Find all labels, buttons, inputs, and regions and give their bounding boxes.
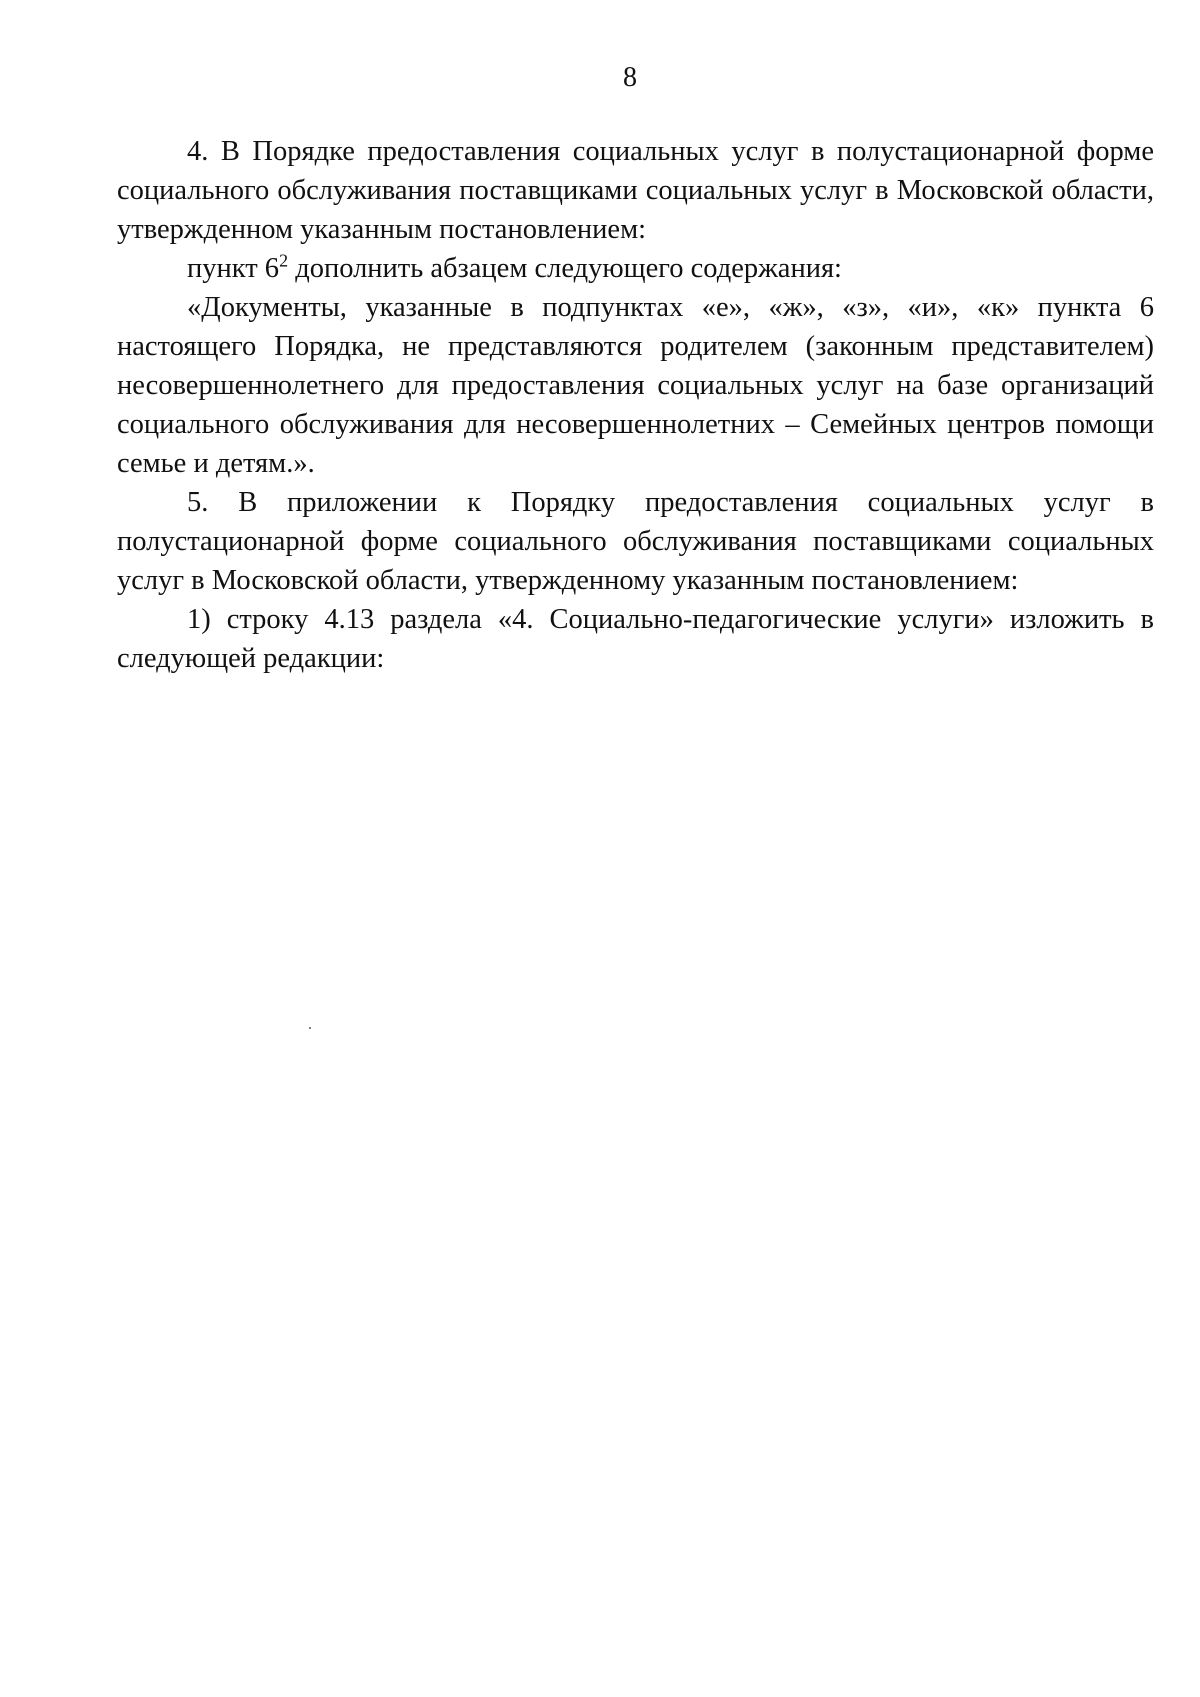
paragraph-subitem-1: 1) строку 4.13 раздела «4. Социально-педагогические услуги» изложить в следующей редакции: (117, 604, 1154, 674)
paragraph-punkt-6-2-before: пункт 6 (187, 253, 280, 284)
document-body (117, 132, 1154, 678)
superscript-2: 2 (279, 250, 289, 271)
scan-speck (309, 1027, 311, 1029)
paragraph-punkt-6-2 (117, 249, 1154, 288)
paragraph-item-5: 5. В приложении к Порядку предоставления социальных услуг в полустационарной форме социального обслуживания поставщиками социальных услуг в Московской области, утвержденному указанным постановлением: (117, 487, 1154, 596)
paragraph-quoted-addition: «Документы, указанные в подпунктах «е», «ж», «з», «и», «к» пункта 6 настоящего Порядка, не представляются родителем (законным представителем) несовершеннолетнего для предоставления социальных услуг на базе организаций социального обслуживания для несовершеннолетних – Семейных центров помощи семье и детям.». (117, 292, 1154, 479)
paragraph-item-4: 4. В Порядке предоставления социальных услуг в полустационарной форме социального обслуживания поставщиками социальных услуг в Московской области, утвержденном указанным постановлением: (117, 136, 1154, 245)
paragraph-punkt-6-2-after: дополнить абзацем следующего содержания: (288, 253, 842, 284)
page-number: 8 (623, 62, 637, 93)
